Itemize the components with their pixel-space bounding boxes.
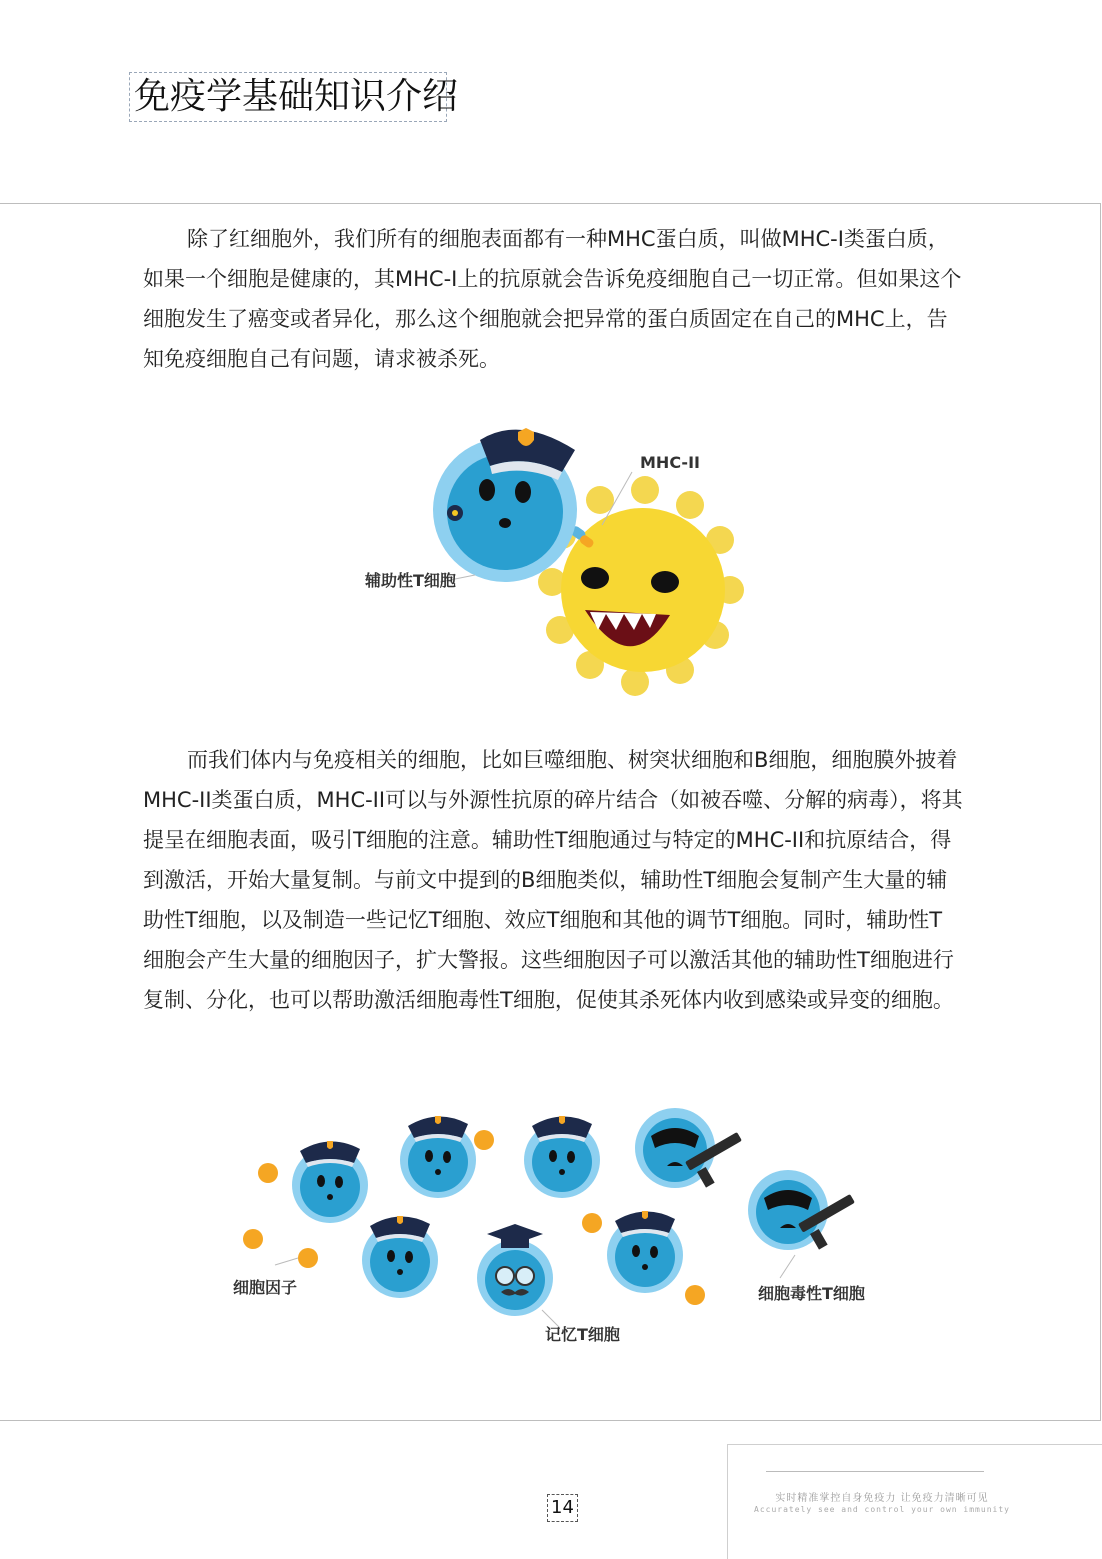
helper-t-cell-icon — [524, 1116, 600, 1198]
label-cytotoxic-t-cell: 细胞毒性T细胞 — [758, 1284, 865, 1303]
figure-helper-t-cell — [340, 410, 760, 700]
paragraph-mhc-ii — [143, 740, 963, 1020]
page-title: 免疫学基础知识介绍 — [129, 72, 447, 122]
paragraph-mhc-i — [143, 219, 963, 379]
memory-t-cell-icon — [477, 1224, 553, 1316]
cytotoxic-t-cell-icon — [635, 1108, 742, 1188]
slogan-english: Accurately see and control your own immunity — [754, 1505, 1010, 1514]
figure-t-cell-proliferation — [220, 1100, 900, 1360]
label-helper-t-cell: 辅助性T细胞 — [365, 571, 456, 590]
paragraph-text: 而我们体内与免疫相关的细胞，比如巨噬细胞、树突状细胞和B细胞，细胞膜外披着MHC-II类蛋白质，MHC-II可以与外源性抗原的碎片结合（如被吞噬、分解的病毒），将其提呈在细胞表面，吸引T细胞的注意。辅助性T细胞通过与特定的MHC-II和抗原结合，得到激活，开始大量复制。与前文中提到的B细胞类似，辅助性T细胞会复制产生大量的辅助性T细胞，以及制造一些记忆T细胞、效应T细胞和其他的调节T细胞。同时，辅助性T细胞会产生大量的细胞因子，扩大警报。这些细胞因子可以激活其他的辅助性T细胞进行复制、分化，也可以帮助激活细胞毒性T细胞，促使其杀死体内收到感染或异变的细胞。 — [143, 748, 963, 1012]
label-cytokine: 细胞因子 — [233, 1278, 298, 1297]
helper-t-cell-icon — [607, 1211, 683, 1293]
label-memory-t-cell: 记忆T细胞 — [545, 1325, 620, 1344]
paragraph-text: 除了红细胞外，我们所有的细胞表面都有一种MHC蛋白质，叫做MHC-I类蛋白质，如果一个细胞是健康的，其MHC-I上的抗原就会告诉免疫细胞自己一切正常。但如果这个细胞发生了癌变或者异化，那么这个细胞就会把异常的蛋白质固定在自己的MHC上，告知免疫细胞自己有问题，请求被杀死。 — [143, 227, 962, 371]
divider — [766, 1471, 984, 1472]
helper-t-cell-icon — [362, 1216, 438, 1298]
page-number: 14 — [547, 1494, 578, 1522]
helper-t-cell-icon — [400, 1116, 476, 1198]
helper-t-cell-icon — [292, 1141, 368, 1223]
helper-t-cell-illustration — [433, 428, 577, 582]
footer-slogan-box — [727, 1444, 1102, 1559]
cytotoxic-t-cell-icon — [748, 1170, 855, 1250]
slogan-chinese: 实时精准掌控自身免疫力 让免疫力清晰可见 — [775, 1493, 989, 1504]
label-mhc-ii: MHC-II — [640, 453, 700, 472]
